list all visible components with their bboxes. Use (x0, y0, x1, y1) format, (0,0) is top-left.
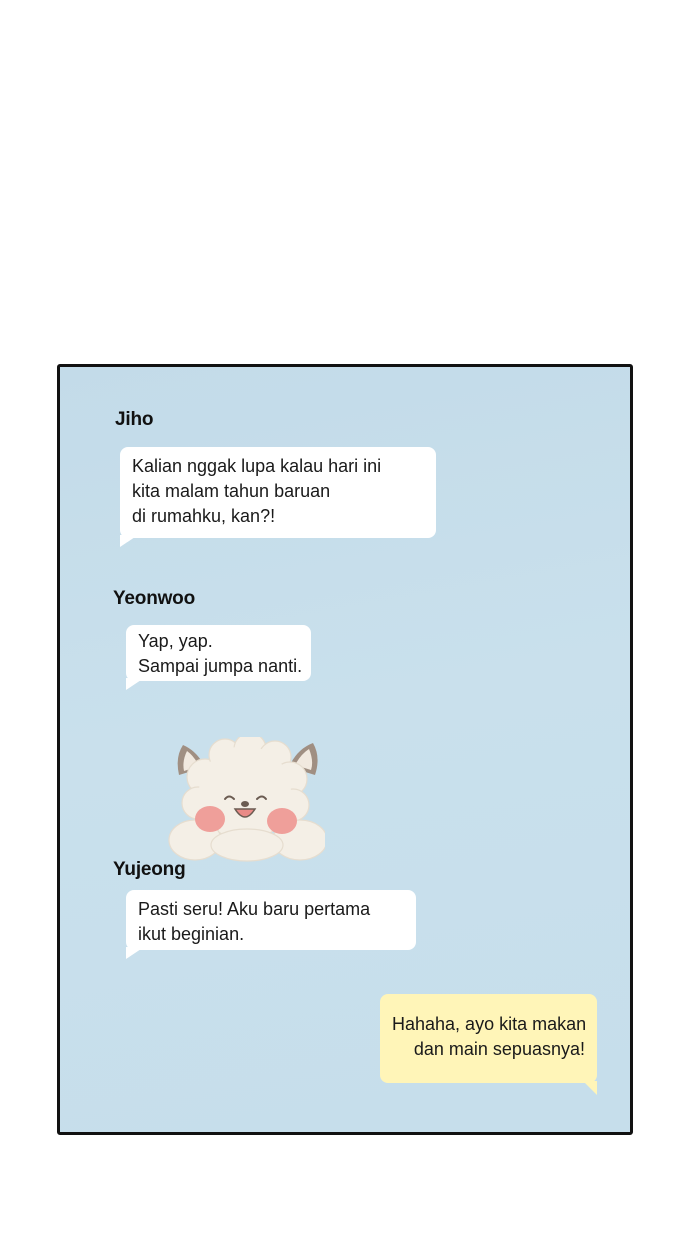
message-line: Sampai jumpa nanti. (138, 656, 303, 676)
message-line: Pasti seru! Aku baru pertama (138, 899, 371, 919)
sender-name-jiho: Jiho (115, 409, 154, 430)
fluffy-puppy-sticker-icon (165, 737, 325, 867)
message-bubble-reply[interactable] (380, 994, 597, 1083)
message-line: ikut beginian. (138, 924, 245, 944)
message-bubble-yeonwoo[interactable] (126, 625, 311, 681)
sender-name-yujeong: Yujeong (113, 859, 186, 880)
bubble-tail (126, 947, 144, 959)
bubble-tail (583, 1081, 597, 1095)
message-line: kita malam tahun baruan (132, 481, 331, 501)
chat-panel (57, 364, 633, 1135)
message-line: dan main sepuasnya! (413, 1039, 585, 1059)
message-line: Yap, yap. (138, 631, 213, 651)
message-bubble-yujeong[interactable] (126, 890, 416, 950)
message-line: Hahaha, ayo kita makan (392, 1014, 587, 1034)
sender-name-yeonwoo: Yeonwoo (113, 588, 195, 609)
message-line: Kalian nggak lupa kalau hari ini (132, 456, 382, 476)
bubble-tail (126, 678, 144, 690)
message-bubble-jiho[interactable] (120, 447, 436, 538)
message-line: di rumahku, kan?! (132, 506, 276, 526)
bubble-tail (120, 535, 138, 547)
